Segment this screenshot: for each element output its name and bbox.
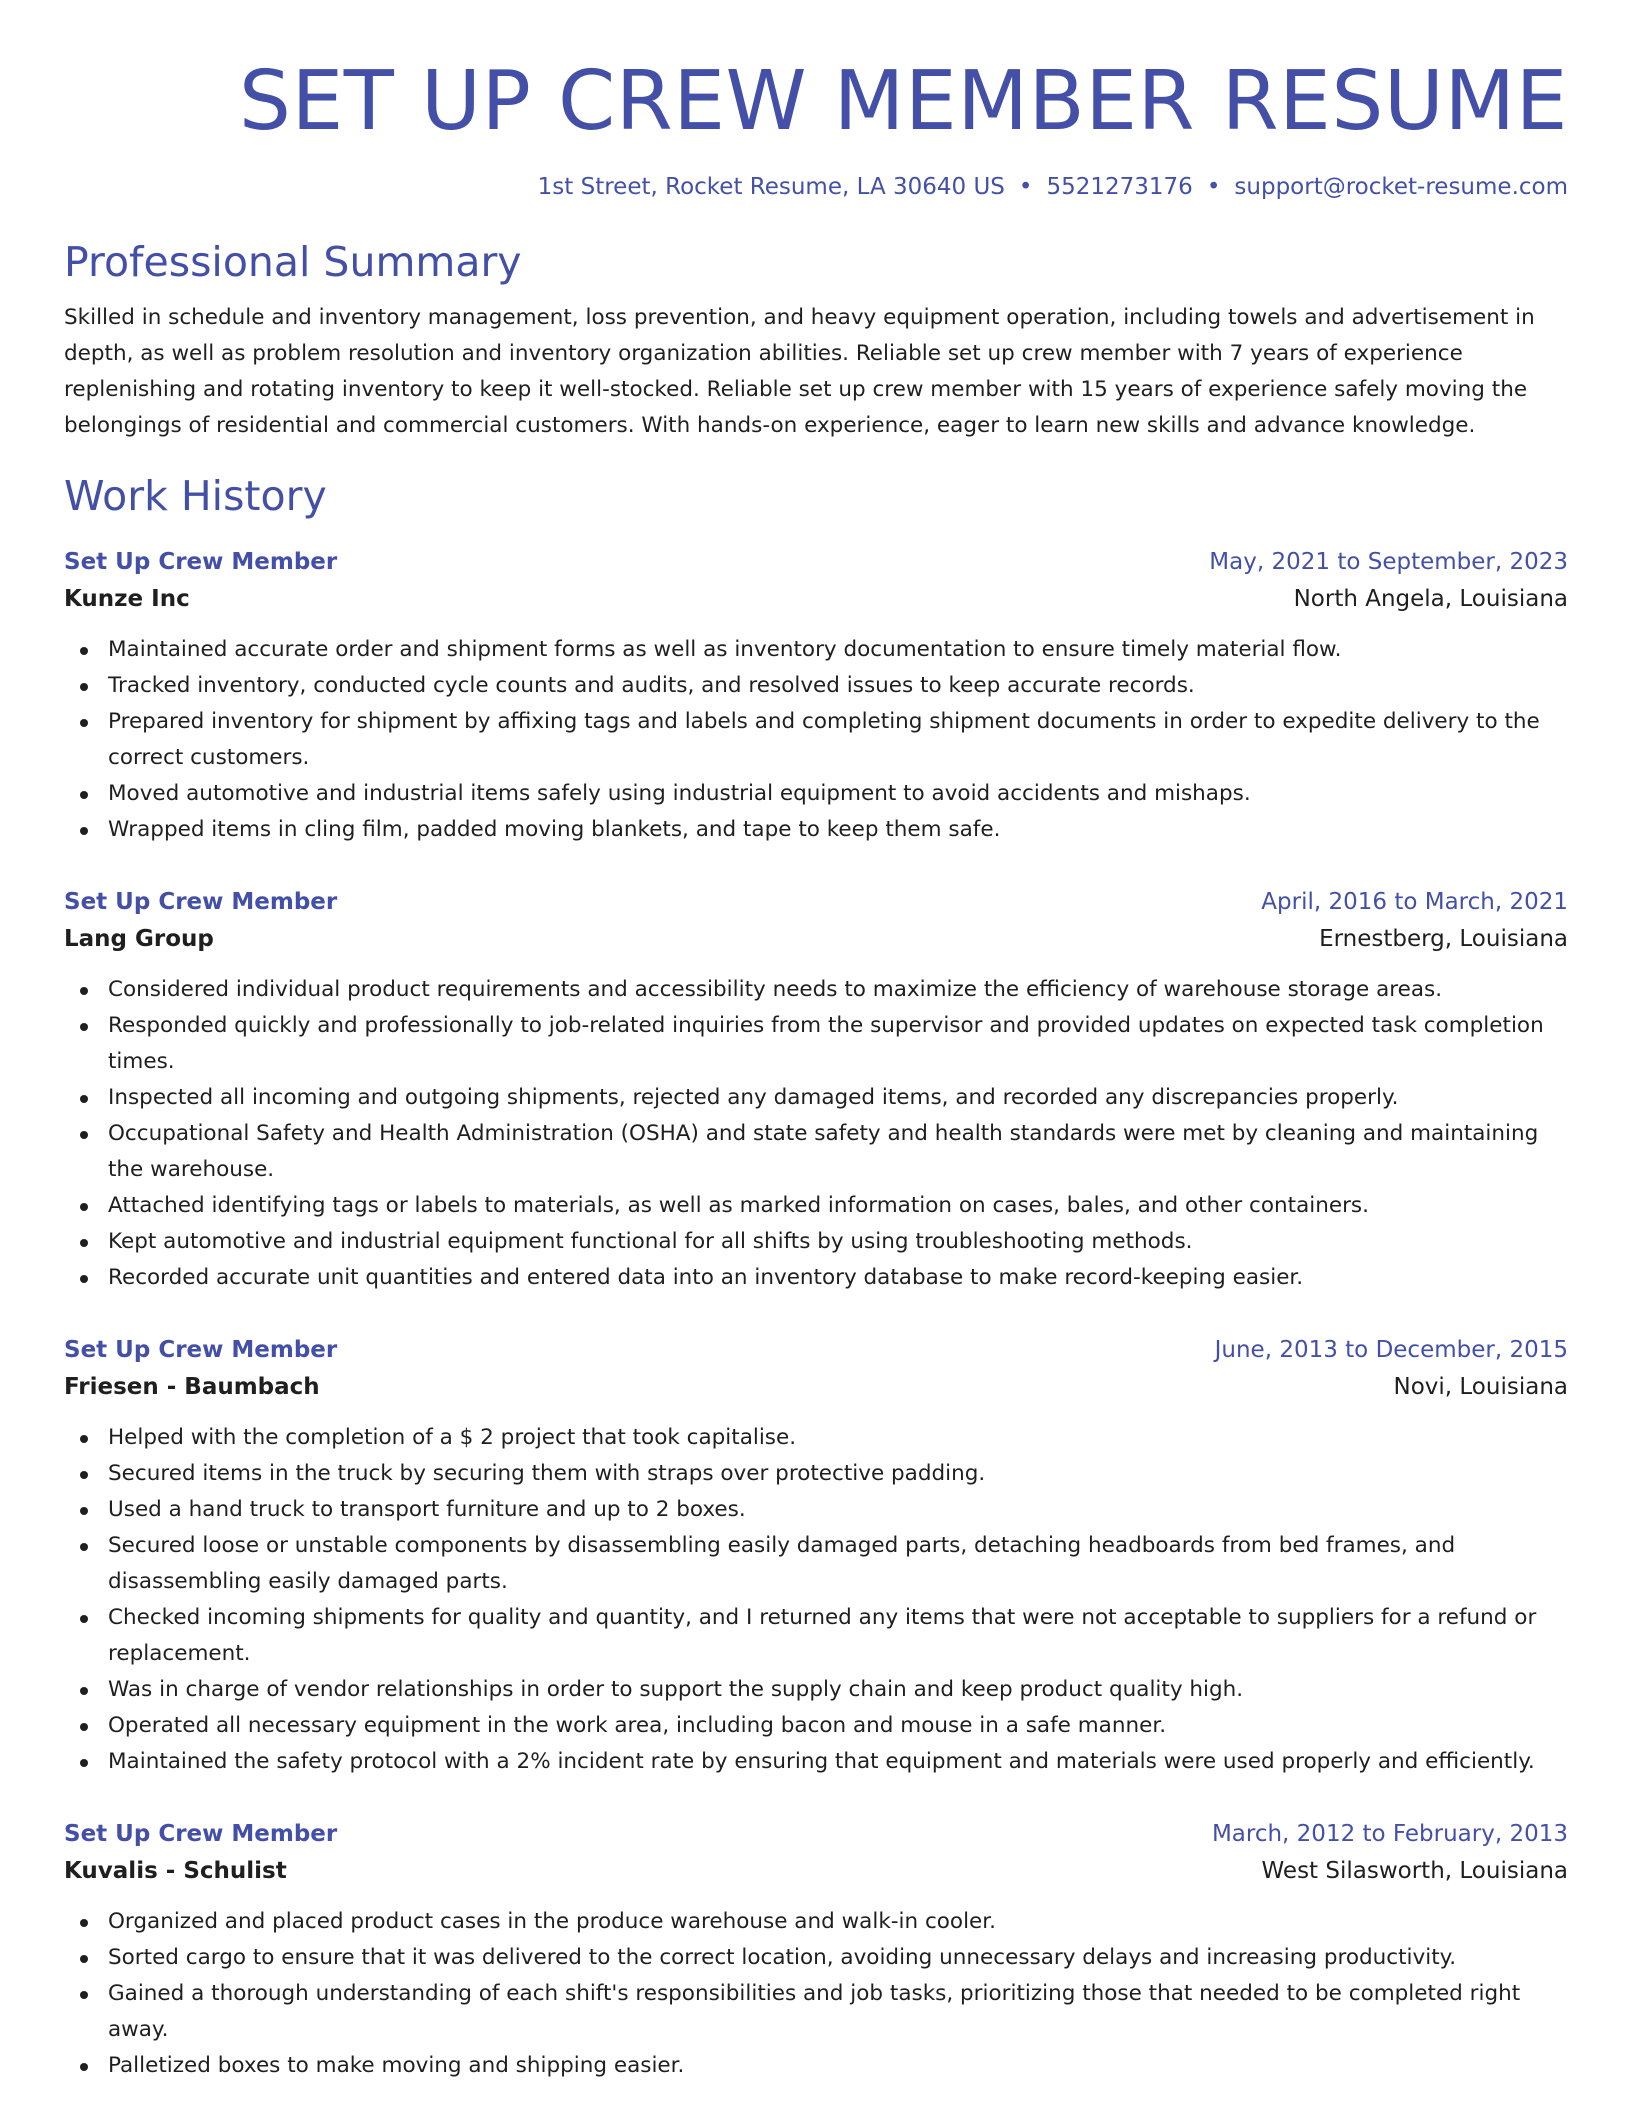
- bullet-item: Used a hand truck to transport furniture and up to 2 boxes.: [64, 1492, 1568, 1528]
- bullet-item: Occupational Safety and Health Administration (OSHA) and state safety and health standards were met by cleaning and maintaining the warehouse.: [64, 1116, 1568, 1188]
- professional-summary-section: [64, 236, 1568, 444]
- bullet-item: Recorded accurate unit quantities and entered data into an inventory database to make record-keeping easier.: [64, 1260, 1568, 1296]
- bullet-item: Kept automotive and industrial equipment functional for all shifts by using troubleshooting methods.: [64, 1224, 1568, 1260]
- job-location: North Angela, Louisiana: [1293, 586, 1568, 612]
- bullet-item: Maintained the safety protocol with a 2% incident rate by ensuring that equipment and materials were used properly and efficiently.: [64, 1744, 1568, 1780]
- job-entry: [64, 884, 1568, 1296]
- contact-line: [64, 170, 1568, 204]
- job-bullets: [64, 1420, 1568, 1780]
- work-history-section: [64, 470, 1568, 2084]
- job-title-row: [64, 1332, 1568, 1368]
- job-entry: [64, 544, 1568, 848]
- job-title: Set Up Crew Member: [64, 1337, 338, 1363]
- work-history-heading: Work History: [64, 472, 327, 520]
- bullet-item: Gained a thorough understanding of each shift's responsibilities and job tasks, prioritizing those that needed to be completed right away.: [64, 1976, 1568, 2048]
- bullet-item: Was in charge of vendor relationships in order to support the supply chain and keep product quality high.: [64, 1672, 1568, 1708]
- bullet-item: Checked incoming shipments for quality and quantity, and I returned any items that were not acceptable to suppliers for a refund or replacement.: [64, 1600, 1568, 1672]
- bullet-item: Tracked inventory, conducted cycle counts and audits, and resolved issues to keep accurate records.: [64, 668, 1568, 704]
- bullet-item: Organized and placed product cases in the produce warehouse and walk-in cooler.: [64, 1904, 1568, 1940]
- bullet-item: Inspected all incoming and outgoing shipments, rejected any damaged items, and recorded any discrepancies properly.: [64, 1080, 1568, 1116]
- job-location: West Silasworth, Louisiana: [1261, 1858, 1568, 1884]
- bullet-item: Secured items in the truck by securing them with straps over protective padding.: [64, 1456, 1568, 1492]
- job-dates: March, 2012 to February, 2013: [1211, 1821, 1568, 1847]
- bullet-item: Moved automotive and industrial items safely using industrial equipment to avoid accidents and mishaps.: [64, 776, 1568, 812]
- bullet-item: Palletized boxes to make moving and shipping easier.: [64, 2048, 1568, 2084]
- summary-text: Skilled in schedule and inventory management, loss prevention, and heavy equipment operation, including towels and advertisement in depth, as well as problem resolution and inventory organization abilities. Reliable set up crew member with 7 years of experience replenishing and rotating inventory to keep it well-stocked. Reliable set up crew member with 15 years of experience safely moving the belongings of residential and commercial customers. With hands-on experience, eager to learn new skills and advance knowledge.: [64, 305, 1535, 438]
- job-title: Set Up Crew Member: [64, 889, 338, 915]
- bullet-item: Responded quickly and professionally to job-related inquiries from the supervisor and provided updates on expected task completion times.: [64, 1008, 1568, 1080]
- contact-address: 1st Street, Rocket Resume, LA 30640 US: [537, 174, 1005, 200]
- contact-separator: •: [1018, 174, 1033, 200]
- job-company: Lang Group: [64, 926, 214, 952]
- resume-header: [64, 0, 1568, 204]
- job-title-row: [64, 544, 1568, 580]
- bullet-item: Operated all necessary equipment in the work area, including bacon and mouse in a safe manner.: [64, 1708, 1568, 1744]
- job-company-row: [64, 1852, 1568, 1890]
- job-title-row: [64, 1816, 1568, 1852]
- bullet-item: Prepared inventory for shipment by affixing tags and labels and completing shipment documents in order to expedite delivery to the correct customers.: [64, 704, 1568, 776]
- job-title: Set Up Crew Member: [64, 1821, 338, 1847]
- bullet-item: Sorted cargo to ensure that it was delivered to the correct location, avoiding unnecessary delays and increasing productivity.: [64, 1940, 1568, 1976]
- job-location: Novi, Louisiana: [1393, 1374, 1568, 1400]
- job-dates: April, 2016 to March, 2021: [1261, 889, 1568, 915]
- job-bullets: [64, 1904, 1568, 2084]
- contact-email: support@rocket-resume.com: [1234, 174, 1568, 200]
- contact-separator: •: [1206, 174, 1221, 200]
- bullet-item: Wrapped items in cling film, padded moving blankets, and tape to keep them safe.: [64, 812, 1568, 848]
- job-location: Ernestberg, Louisiana: [1319, 926, 1568, 952]
- job-company-row: [64, 920, 1568, 958]
- summary-heading: Professional Summary: [64, 238, 522, 286]
- job-title: Set Up Crew Member: [64, 549, 338, 575]
- bullet-item: Attached identifying tags or labels to materials, as well as marked information on cases, bales, and other containers.: [64, 1188, 1568, 1224]
- contact-phone: 5521273176: [1046, 174, 1193, 200]
- bullet-item: Helped with the completion of a $ 2 project that took capitalise.: [64, 1420, 1568, 1456]
- job-company: Kuvalis - Schulist: [64, 1858, 287, 1884]
- bullet-item: Secured loose or unstable components by disassembling easily damaged parts, detaching headboards from bed frames, and disassembling easily damaged parts.: [64, 1528, 1568, 1600]
- bullet-item: Considered individual product requirements and accessibility needs to maximize the efficiency of warehouse storage areas.: [64, 972, 1568, 1008]
- job-dates: June, 2013 to December, 2015: [1214, 1337, 1568, 1363]
- job-entry: [64, 1332, 1568, 1780]
- job-dates: May, 2021 to September, 2023: [1209, 549, 1568, 575]
- job-bullets: [64, 632, 1568, 848]
- bullet-item: Maintained accurate order and shipment forms as well as inventory documentation to ensure timely material flow.: [64, 632, 1568, 668]
- job-company: Kunze Inc: [64, 586, 190, 612]
- job-entry: [64, 1816, 1568, 2084]
- job-bullets: [64, 972, 1568, 1296]
- job-title-row: [64, 884, 1568, 920]
- job-company-row: [64, 580, 1568, 618]
- resume-title: SET UP CREW MEMBER RESUME: [238, 54, 1568, 149]
- job-company-row: [64, 1368, 1568, 1406]
- job-company: Friesen - Baumbach: [64, 1374, 320, 1400]
